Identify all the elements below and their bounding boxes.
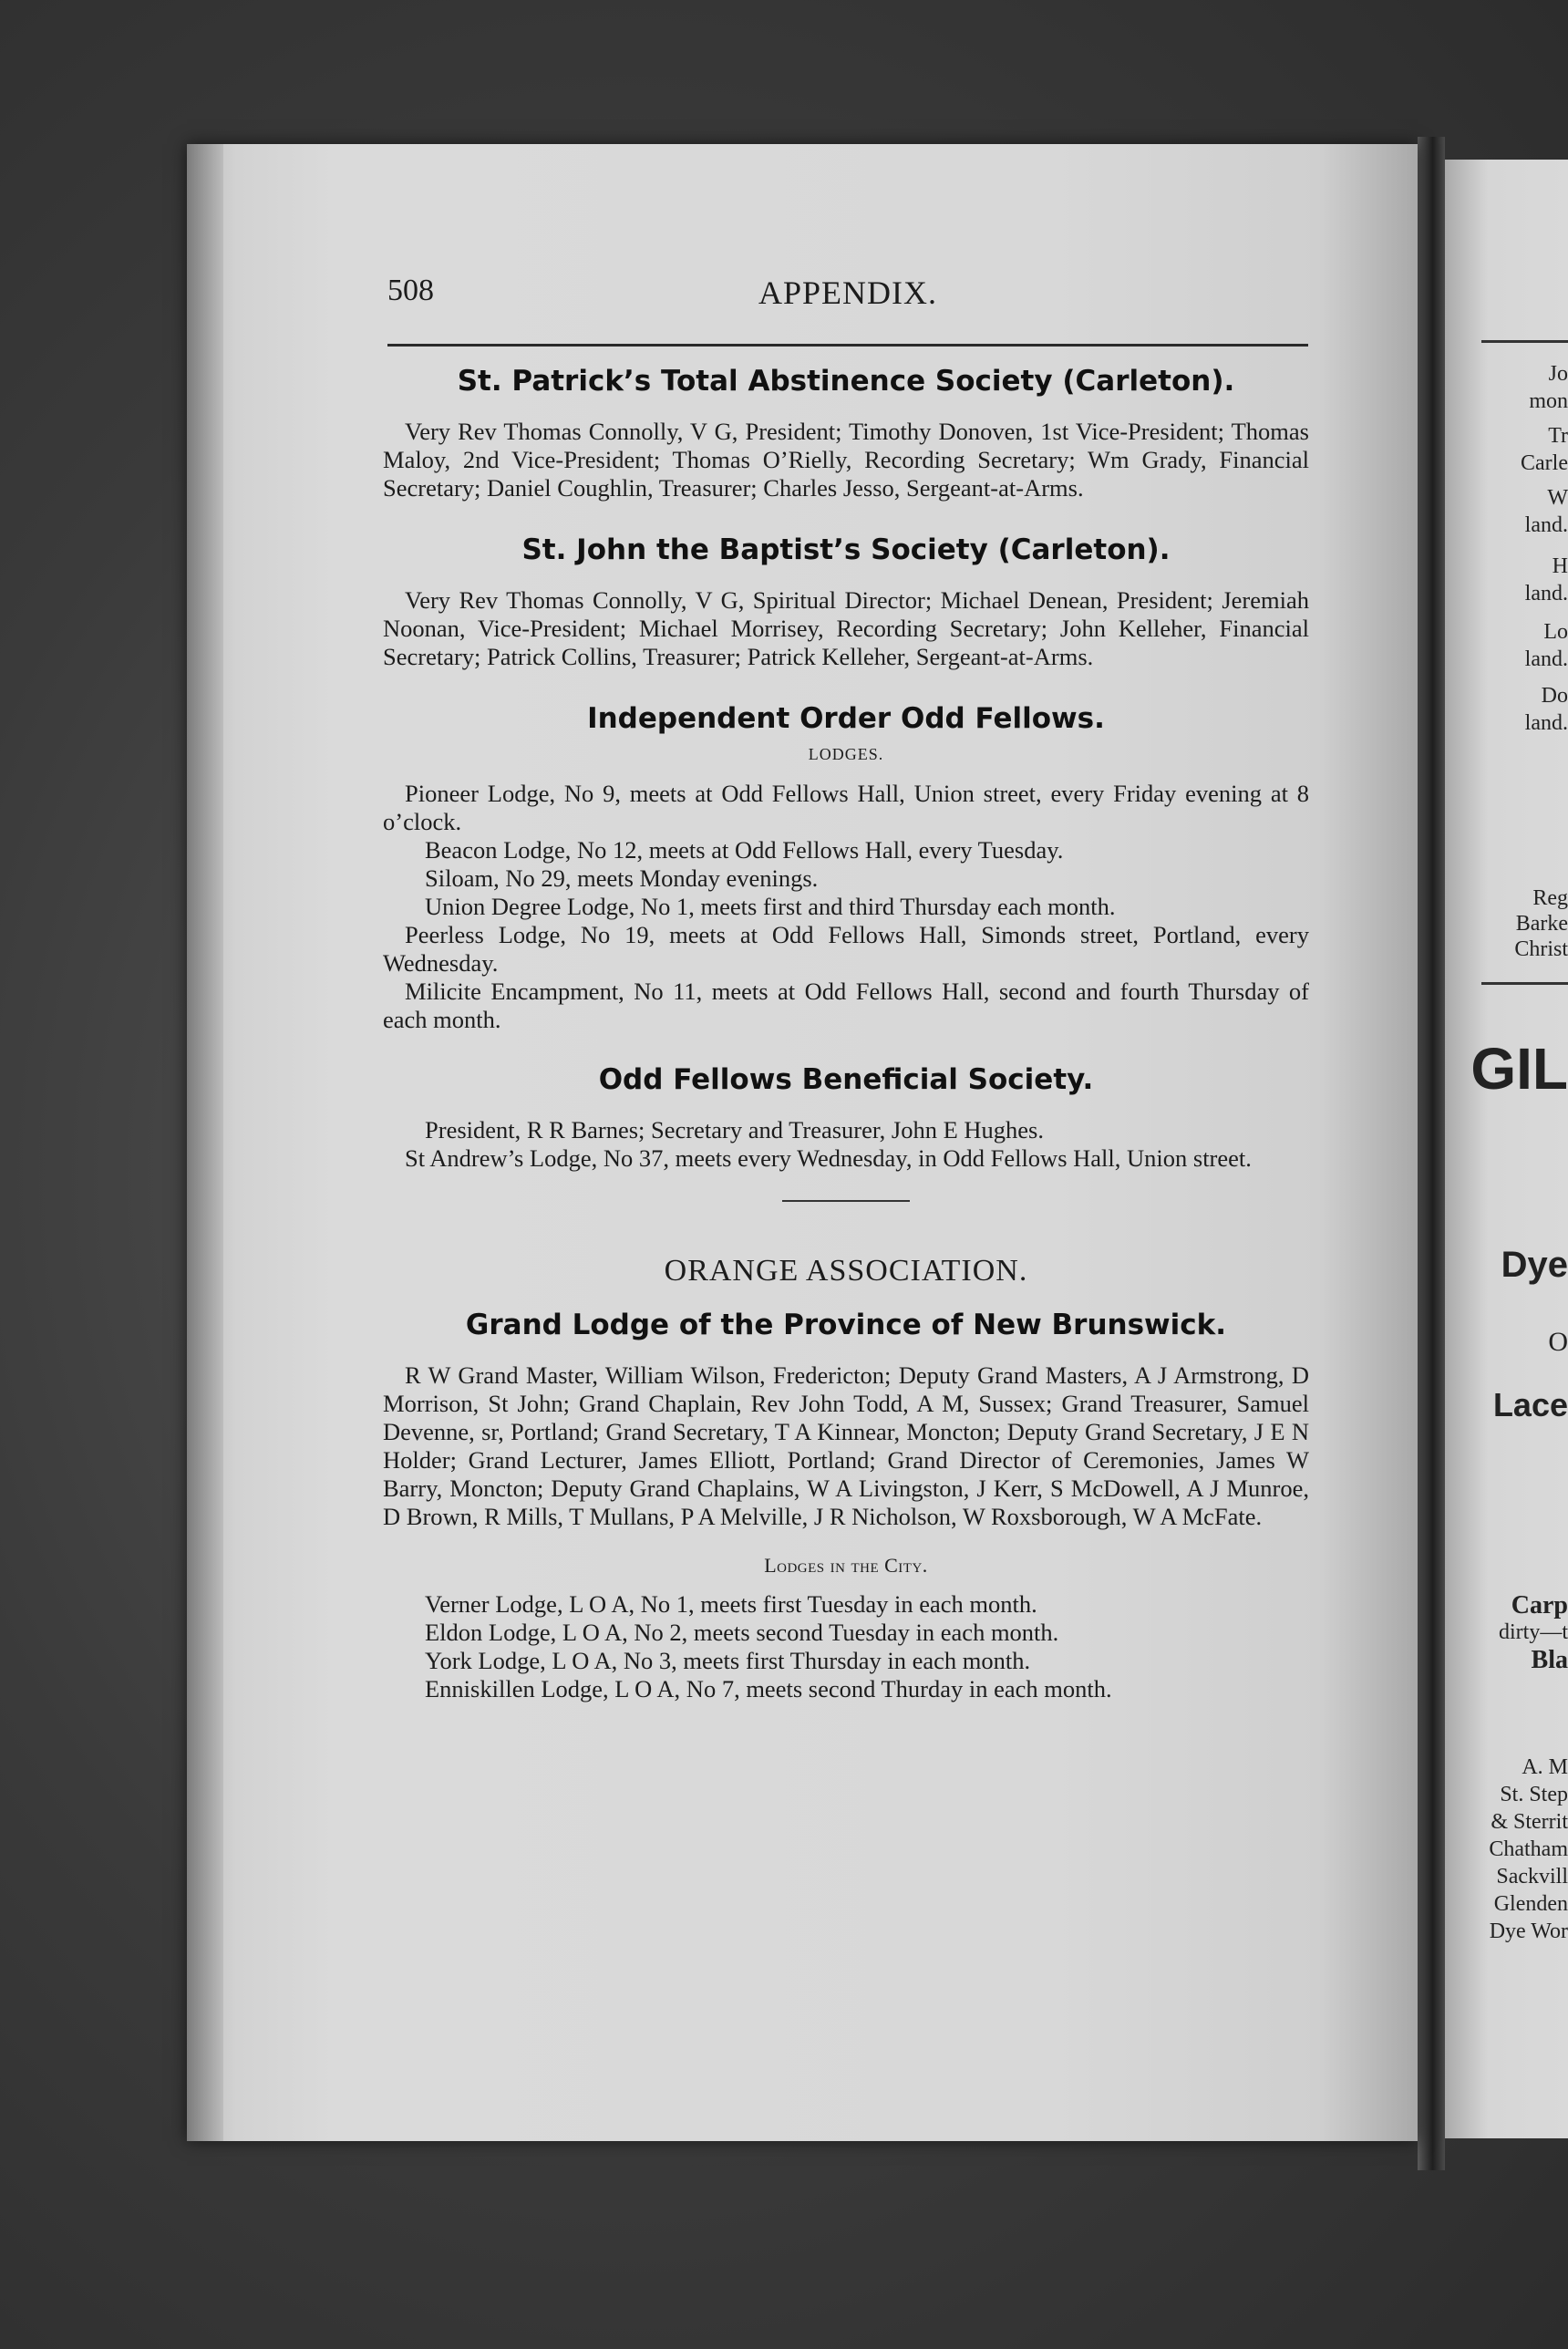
lodge-entry: Beacon Lodge, No 12, meets at Odd Fellows Hall, every Tuesday. — [425, 836, 1064, 864]
fragment: Sackvill — [1496, 1865, 1568, 1889]
fragment: Tr — [1548, 424, 1568, 448]
fragment: Dye Wor — [1489, 1920, 1568, 1943]
fragment: Dye — [1501, 1245, 1568, 1285]
fragment: Do — [1541, 684, 1568, 708]
fragment: land. — [1524, 647, 1568, 671]
book-gutter — [1418, 137, 1445, 2170]
rule — [1481, 982, 1568, 985]
section-text: R W Grand Master, William Wilson, Fredericton; Deputy Grand Masters, A J Armstrong, D Morrison, St John; Grand Chaplain, Rev John Todd, A M, Sussex; Grand Treasurer, Samuel Devenne, sr, Portland; Grand Secretary, T A Kinnear, Moncton; Deputy Grand Secretary, J E N Holder; Grand Lecturer, James Elliott, Portland; Grand Director of Ceremonies, James W Barry, Moncton; Deputy Grand Chaplains, W A Livingston, J Kerr, S McDowell, A J Munroe, D Brown, R Mills, T Mullans, P A Melville, J R Nicholson, W Roxsborough, W A McFate. — [383, 1361, 1309, 1530]
section-divider — [782, 1200, 910, 1202]
lodge-entry: Union Degree Lodge, No 1, meets first and third Thursday each month. — [425, 893, 1116, 920]
section-heading: Grand Lodge of the Province of New Brunswick. — [465, 1309, 1227, 1341]
fragment: Bla — [1531, 1646, 1568, 1674]
lodge-entry: Pioneer Lodge, No 9, meets at Odd Fellows Hall, Union street, every Friday evening at 8 o’clock. — [383, 780, 1309, 835]
adjacent-page — [1445, 160, 1568, 2138]
fragment: GIL — [1470, 1036, 1568, 1102]
section-text: Very Rev Thomas Connolly, V G, Spiritual Director; Michael Denean, President; Jeremiah Noonan, Vice-President; Michael Morrisey, Recording Secretary; John Kelleher, Financial Secretary; Patrick Collins, Treasurer; Patrick Kelleher, Sergeant-at-Arms. — [383, 586, 1309, 670]
fragment: Chatham — [1489, 1837, 1568, 1861]
fragment: W — [1547, 486, 1568, 510]
page-content — [383, 363, 1309, 1703]
page-number: 508 — [387, 274, 434, 307]
fragment: Carle — [1521, 451, 1568, 475]
section-subheading: Lodges in the City. — [764, 1554, 928, 1577]
lodge-entry: Milicite Encampment, No 11, meets at Odd Fellows Hall, second and fourth Thursday of each month. — [383, 978, 1309, 1033]
fragment: H — [1552, 554, 1568, 578]
fragment: Lo — [1543, 620, 1568, 644]
fragment: St. Step — [1500, 1783, 1568, 1806]
lodge-entry: Peerless Lodge, No 19, meets at Odd Fellows Hall, Simonds street, Portland, every Wednesday. — [383, 921, 1309, 977]
rule — [1481, 340, 1568, 343]
lodge-entry: Verner Lodge, L O A, No 1, meets first Tuesday in each month. — [425, 1590, 1037, 1618]
header-rule — [387, 344, 1308, 347]
society-entry: St Andrew’s Lodge, No 37, meets every Wednesday, in Odd Fellows Hall, Union street. — [405, 1144, 1252, 1172]
fragment: land. — [1524, 513, 1568, 537]
section-heading: St. John the Baptist’s Society (Carleton). — [521, 533, 1171, 566]
section-heading: Odd Fellows Beneficial Society. — [598, 1063, 1094, 1096]
fragment: Reg — [1532, 886, 1568, 910]
fragment: & Sterrit — [1491, 1810, 1568, 1834]
lodge-entry: Eldon Lodge, L O A, No 2, meets second Tuesday in each month. — [425, 1619, 1059, 1646]
fragment: dirty—t — [1499, 1620, 1568, 1644]
fragment: Lace — [1492, 1386, 1568, 1423]
fragment: mon — [1529, 389, 1568, 413]
fragment: Barke — [1515, 912, 1568, 936]
fragment: Christ — [1514, 937, 1568, 961]
fragment: Glenden — [1493, 1892, 1568, 1916]
running-title: APPENDIX. — [758, 274, 937, 311]
society-entry: President, R R Barnes; Secretary and Treasurer, John E Hughes. — [425, 1116, 1044, 1143]
section-heading: St. Patrick’s Total Abstinence Society (Carleton). — [457, 365, 1235, 398]
fragment: Jo — [1548, 362, 1568, 386]
fragment: O — [1548, 1327, 1568, 1357]
major-section-title: ORANGE ASSOCIATION. — [664, 1254, 1028, 1288]
lodge-entry: York Lodge, L O A, No 3, meets first Thursday in each month. — [425, 1647, 1031, 1674]
section-text: Very Rev Thomas Connolly, V G, President; Timothy Donoven, 1st Vice-President; Thomas Maloy, 2nd Vice-President; Thomas O’Rielly, Recording Secretary; Wm Grady, Financial Secretary; Daniel Coughlin, Treasurer; Charles Jesso, Sergeant-at-Arms. — [383, 418, 1309, 502]
fragment: land. — [1524, 711, 1568, 735]
section-heading: Independent Order Odd Fellows. — [587, 702, 1105, 735]
fragment: land. — [1524, 582, 1568, 605]
running-head — [387, 274, 1308, 319]
lodge-entry: Siloam, No 29, meets Monday evenings. — [425, 864, 819, 892]
section-subheading: LODGES. — [808, 745, 884, 763]
lodge-entry: Enniskillen Lodge, L O A, No 7, meets second Thurday in each month. — [425, 1675, 1112, 1702]
fragment: A. M — [1522, 1755, 1568, 1779]
fragment: Carp — [1511, 1591, 1568, 1619]
